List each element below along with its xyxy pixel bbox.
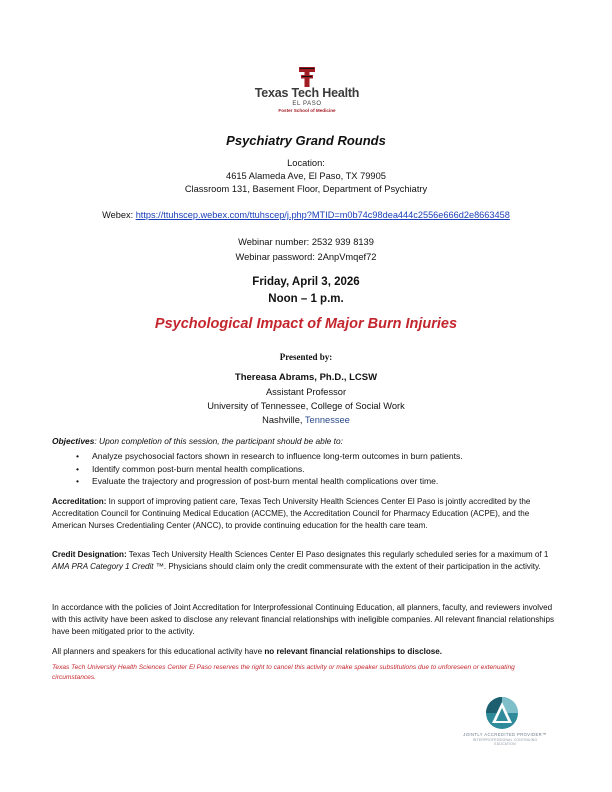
webex-link[interactable]: https://ttuhscep.webex.com/ttuhscep/j.php?MTID=m0b74c98dea444c2556e666d2e8663458 <box>135 210 510 220</box>
speaker-name: Thereasa Abrams, Ph.D., LCSW <box>234 372 378 383</box>
event-time: Noon – 1 p.m. <box>268 293 344 305</box>
speaker-state: Tennessee <box>304 415 350 425</box>
objective-item: • Evaluate the trajectory and progression of post-burn mental health complications over time. <box>52 475 552 488</box>
location-address: 4615 Alameda Ave, El Paso, TX 79905 <box>226 171 386 181</box>
series-title: Psychiatry Grand Rounds <box>226 133 386 148</box>
credit-label: Credit Designation: <box>52 550 127 559</box>
financial-paragraph <box>52 646 560 658</box>
policy-paragraph: In accordance with the policies of Joint Accreditation for Interprofessional Continuing Education, all planners, faculty, and reviewers involved with this activity have been asked to disclose any relevant financial relationships with ineligible companies. All relevant financial relationships have been mitigated prior to the activity. <box>52 603 555 636</box>
talk-title: Psychological Impact of Major Burn Injuries <box>154 316 458 332</box>
webinar-password: Webinar password: 2AnpVmqef72 <box>235 252 377 262</box>
credit-text-2: . Physicians should claim only the credit commensurate with the extent of their participation in the activity. <box>163 561 541 571</box>
speaker-city: Nashville, <box>262 415 305 425</box>
location-room: Classroom 131, Basement Floor, Department of Psychiatry <box>184 184 428 194</box>
speaker-location <box>0 415 612 425</box>
financial-text: All planners and speakers for this educational activity have <box>52 647 265 656</box>
logo-line-3: Foster School of Medicine <box>278 108 336 113</box>
logo-line-1: Texas Tech Health <box>254 86 360 100</box>
webex-label: Webex: <box>102 210 136 220</box>
speaker-role: Assistant Professor <box>265 387 347 397</box>
logo-line-2: EL PASO <box>292 101 322 107</box>
objectives-intro: : Upon completion of this session, the participant should be able to: <box>94 436 343 446</box>
accreditation-label: Accreditation: <box>52 497 107 506</box>
objectives-label: Objectives <box>52 436 95 446</box>
double-t-icon <box>296 66 318 88</box>
credit-text-1: Texas Tech University Health Sciences Center El Paso designates this regularly scheduled series for a maximum of 1 <box>126 550 549 559</box>
ja-emblem-icon <box>485 696 519 730</box>
objective-item: • Analyze psychosocial factors shown in research to influence long-term outcomes in burn patients. <box>52 450 552 463</box>
accreditation-paragraph <box>52 496 560 531</box>
accreditation-text: In support of improving patient care, Texas Tech University Health Sciences Center El Paso is jointly accredited by the Accreditation Council for Continuing Medical Education (ACCME), the Accreditation Council for Pharmacy Education (ACPE), and the American Nurses Credentialing Center (ANCC), to provide continuing education for the health care team. <box>52 497 531 530</box>
webinar-number: Webinar number: 2532 939 8139 <box>238 237 374 247</box>
credit-paragraph <box>52 549 560 573</box>
financial-bold: no relevant financial relationships to disclose. <box>264 647 443 656</box>
presented-by-label: Presented by: <box>279 352 333 362</box>
objective-item: • Identify common post-burn mental health complications. <box>52 463 552 476</box>
event-date: Friday, April 3, 2026 <box>252 276 360 288</box>
disclaimer: Texas Tech University Health Sciences Center El Paso reserves the right to cancel this activity or make speaker substitutions due to unforeseen or extenuating circumstances. <box>52 664 515 681</box>
ja-line-1: JOINTLY ACCREDITED PROVIDER™ <box>463 732 547 737</box>
ja-line-2: INTERPROFESSIONAL CONTINUING EDUCATION <box>472 738 538 746</box>
ttu-health-logo <box>254 66 360 118</box>
location-label: Location: <box>287 158 325 168</box>
objectives-list <box>52 450 552 488</box>
credit-italic: AMA PRA Category 1 Credit ™ <box>52 561 164 571</box>
speaker-institution: University of Tennessee, College of Social Work <box>207 401 405 411</box>
webex-line <box>0 210 612 220</box>
jointly-accredited-logo <box>463 696 547 750</box>
objectives-heading <box>52 436 560 448</box>
